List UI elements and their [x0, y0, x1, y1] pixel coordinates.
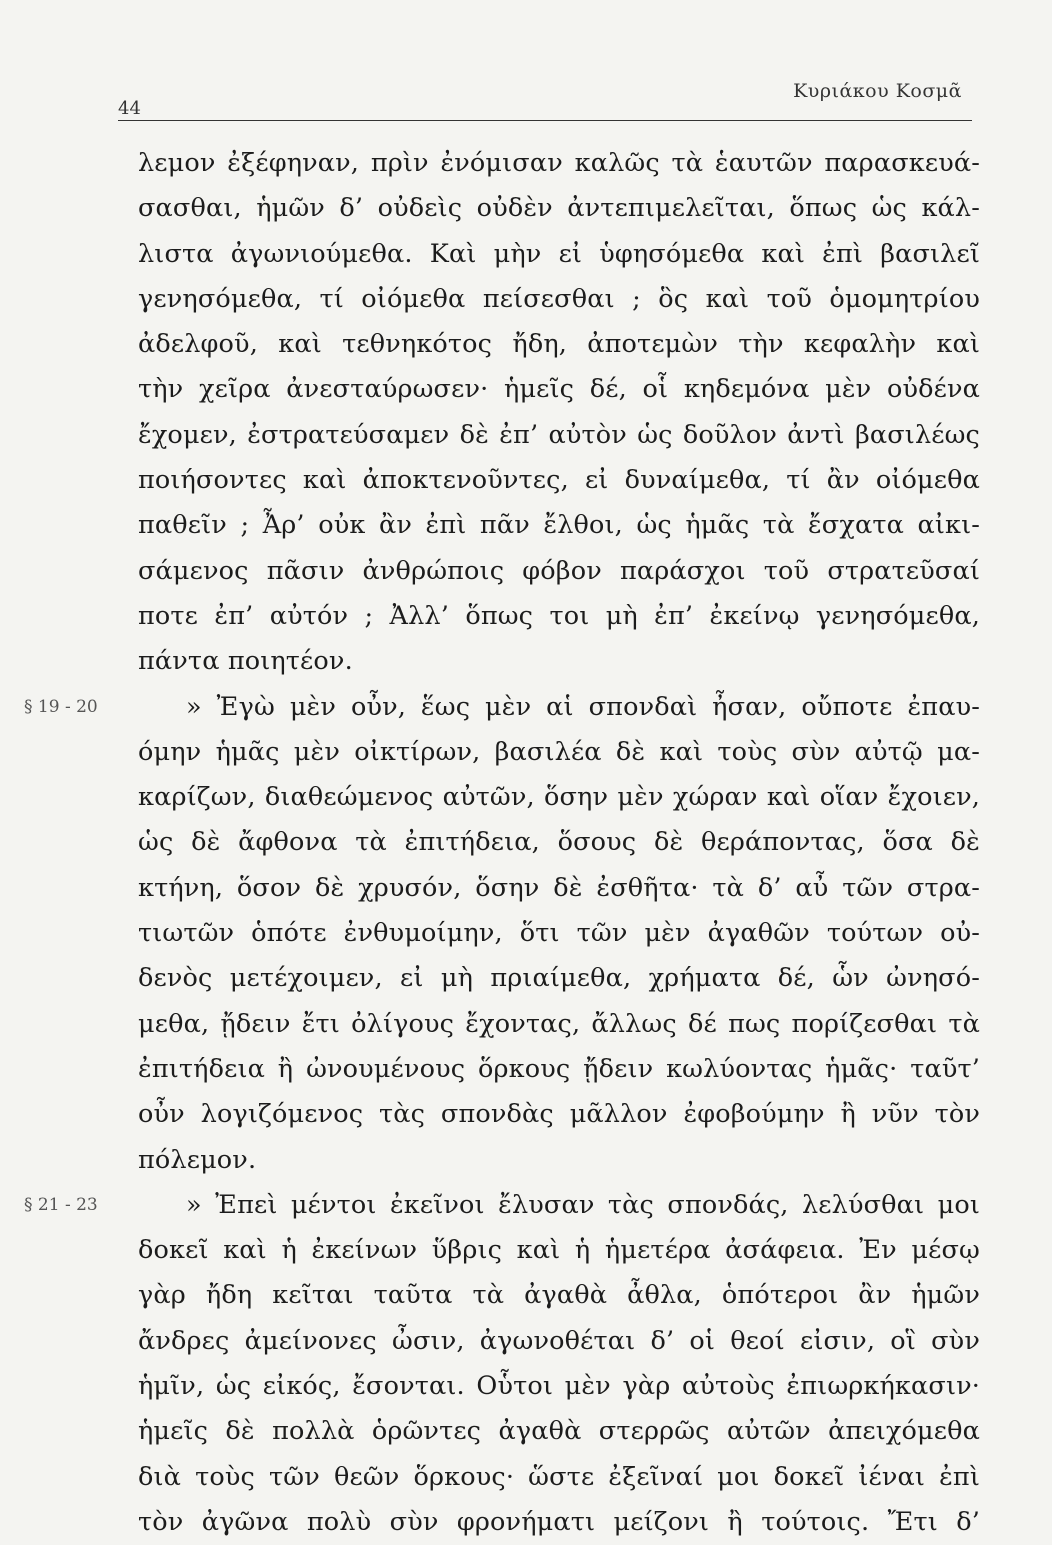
text-line-content: » Ἐγὼ μὲν οὖν, ἕως μὲν αἱ σπονδαὶ ἦσαν, οὔποτε ἐπαυ- — [186, 691, 980, 722]
text-line: ἄνδρες ἀμείνονες ὦσιν, ἀγωνοθέται δ’ οἱ θεοί εἰσιν, οἳ σὺν — [138, 1325, 980, 1356]
text-line: γενησόμεθα, τί οἰόμεθα πείσεσθαι ; ὃς καὶ τοῦ ὁμομητρίου — [138, 283, 980, 314]
text-line-content: » Ἐπεὶ μέντοι ἐκεῖνοι ἔλυσαν τὰς σπονδάς, λελύσθαι μοι — [186, 1189, 980, 1220]
text-line: ἡμῖν, ὡς εἰκός, ἔσονται. Οὗτοι μὲν γὰρ αὐτοὺς ἐπιωρκήκασιν· — [138, 1371, 980, 1402]
paragraph-line-section-19-20 — [24, 685, 980, 730]
text-line: δοκεῖ καὶ ἡ ἐκείνων ὕβρις καὶ ἡ ἡμετέρα ἀσάφεια. Ἐν μέσῳ — [138, 1235, 980, 1266]
text-line: λεμον ἐξέφηναν, πρὶν ἐνόμισαν καλῶς τὰ ἑαυτῶν παρασκευά- — [138, 148, 980, 178]
text-line: γὰρ ἤδη κεῖται ταῦτα τὰ ἀγαθὰ ἆθλα, ὁπότεροι ἂν ἡμῶν — [138, 1280, 980, 1311]
text-line: οὖν λογιζόμενος τὰς σπονδὰς μᾶλλον ἐφοβούμην ἢ νῦν τὸν — [138, 1099, 980, 1130]
text-line: λιστα ἀγωνιούμεθα. Καὶ μὴν εἰ ὑφησόμεθα καὶ ἐπὶ βασιλεῖ — [138, 238, 980, 269]
text-line: δενὸς μετέχοιμεν, εἰ μὴ πριαίμεθα, χρήματα δέ, ὧν ὠνησό- — [138, 963, 980, 994]
text-line: όμην ἡμᾶς μὲν οἰκτίρων, βασιλέα δὲ καὶ τοὺς σὺν αὐτῷ μα- — [138, 736, 980, 767]
text-line: ἐπιτήδεια ἢ ὠνουμένους ὅρκους ᾔδειν κωλύοντας ἡμᾶς· ταῦτ’ — [138, 1053, 980, 1084]
body-text — [24, 141, 980, 1545]
text-line: διὰ τοὺς τῶν θεῶν ὅρκους· ὥστε ἐξεῖναί μοι δοκεῖ ἰέναι ἐπὶ — [138, 1461, 980, 1492]
margin-section-reference: § 21 - 23 — [24, 1194, 98, 1215]
header-rule — [118, 120, 972, 121]
text-line: σάμενος πᾶσιν ἀνθρώποις φόβον παράσχοι τοῦ στρατεῦσαί — [138, 555, 980, 586]
text-line: ὡς δὲ ἄφθονα τὰ ἐπιτήδεια, ὅσους δὲ θεράποντας, ὅσα δὲ — [138, 827, 980, 858]
text-line: τὸν ἀγῶνα πολὺ σὺν φρονήματι μείζονι ἢ τούτοις. Ἔτι δ’ — [138, 1506, 980, 1537]
text-line: ποτε ἐπ’ αὐτόν ; Ἀλλ’ ὅπως τοι μὴ ἐπ’ ἐκείνῳ γενησόμεθα, — [138, 600, 980, 631]
text-line: παθεῖν ; Ἆρ’ οὐκ ἂν ἐπὶ πᾶν ἔλθοι, ὡς ἡμᾶς τὰ ἔσχατα αἰκι- — [138, 510, 980, 541]
text-line: πόλεμον. — [138, 1144, 257, 1175]
page-number: 44 — [118, 98, 141, 119]
text-line: κτήνη, ὅσον δὲ χρυσόν, ὅσην δὲ ἐσθῆτα· τὰ δ’ αὖ τῶν στρα- — [138, 872, 980, 903]
text-line: ἔχομεν, ἐστρατεύσαμεν δὲ ἐπ’ αὐτὸν ὡς δοῦλον ἀντὶ βασιλέως — [138, 419, 980, 450]
margin-section-reference: § 19 - 20 — [24, 696, 98, 717]
text-line: ποιήσοντες καὶ ἀποκτενοῦντες, εἰ δυναίμεθα, τί ἂν οἰόμεθα — [138, 465, 980, 496]
text-line: καρίζων, διαθεώμενος αὐτῶν, ὅσην μὲν χώραν καὶ οἵαν ἔχοιεν, — [138, 782, 980, 813]
text-line: τιωτῶν ὁπότε ἐνθυμοίμην, ὅτι τῶν μὲν ἀγαθῶν τούτων οὐ- — [138, 918, 980, 949]
text-line: ἡμεῖς δὲ πολλὰ ὁρῶντες ἀγαθὰ στερρῶς αὐτῶν ἀπειχόμεθα — [138, 1416, 980, 1447]
text-line: μεθα, ᾔδειν ἔτι ὀλίγους ἔχοντας, ἄλλως δέ πως πορίζεσθαι τὰ — [138, 1008, 980, 1039]
text-line: πάντα ποιητέον. — [138, 646, 353, 677]
paragraph-line-section-21-23 — [24, 1183, 980, 1228]
text-line: τὴν χεῖρα ἀνεσταύρωσεν· ἡμεῖς δέ, οἷ κηδεμόνα μὲν οὐδένα — [138, 374, 980, 405]
text-line: σασθαι, ἡμῶν δ’ οὐδεὶς οὐδὲν ἀντεπιμελεῖται, ὅπως ὡς κάλ- — [138, 193, 980, 224]
text-line: ἀδελφοῦ, καὶ τεθνηκότος ἤδη, ἀποτεμὼν τὴν κεφαλὴν καὶ — [138, 329, 980, 360]
running-head: Κυριάκου Κοσμᾶ — [793, 80, 962, 102]
